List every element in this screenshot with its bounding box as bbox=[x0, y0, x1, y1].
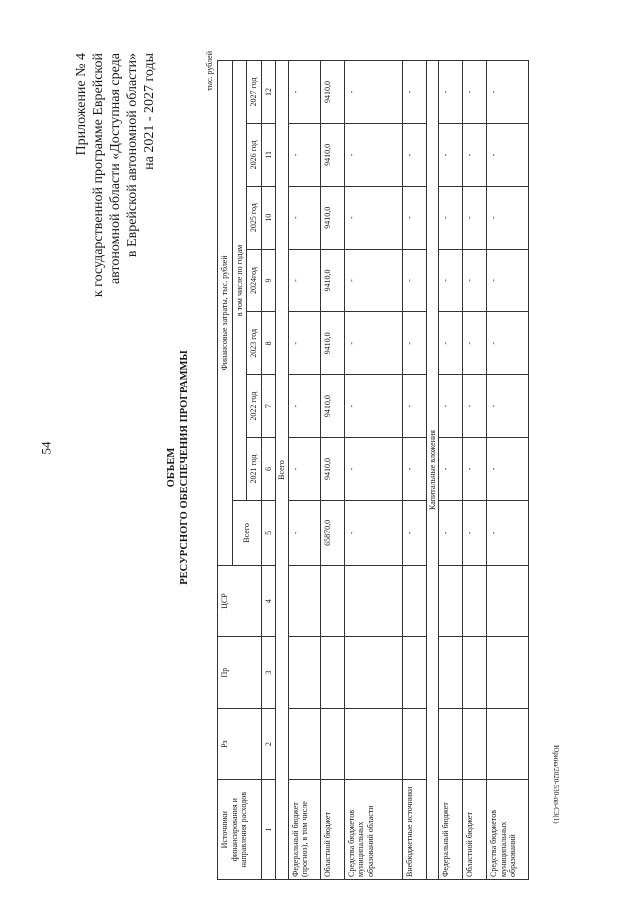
header-by-years: в том числе по годам bbox=[232, 61, 247, 501]
header-year: 2021 год bbox=[247, 438, 262, 501]
cell-value: - bbox=[439, 123, 463, 186]
cell-value: - bbox=[439, 186, 463, 249]
header-csr: ЦСР bbox=[218, 565, 262, 636]
section-title: Всего bbox=[276, 61, 289, 880]
cell-rz bbox=[344, 708, 402, 779]
col-number: 5 bbox=[261, 500, 276, 565]
header-year: 2022 год bbox=[247, 375, 262, 438]
cell-value: - bbox=[463, 375, 487, 438]
cell-csr bbox=[487, 565, 529, 636]
row-label: Федеральный бюджет (прогноз), в том числе bbox=[288, 780, 320, 880]
title-line: РЕСУРСНОГО ОБЕСПЕЧЕНИЯ ПРОГРАММЫ bbox=[179, 350, 190, 585]
cell-value: - bbox=[288, 312, 320, 375]
section-row bbox=[276, 61, 289, 880]
cell-rz bbox=[487, 708, 529, 779]
col-number: 6 bbox=[261, 438, 276, 501]
cell-rz bbox=[463, 708, 487, 779]
cell-value: - bbox=[344, 61, 402, 124]
cell-value: - bbox=[288, 123, 320, 186]
table-row bbox=[463, 61, 487, 880]
section-row bbox=[426, 61, 439, 880]
cell-value: - bbox=[487, 312, 529, 375]
cell-value: - bbox=[402, 249, 426, 312]
cell-value: - bbox=[402, 312, 426, 375]
cell-csr bbox=[402, 565, 426, 636]
cell-value: 9410,0 bbox=[320, 61, 344, 124]
cell-value: - bbox=[439, 500, 463, 565]
table-row bbox=[288, 61, 320, 880]
cell-value: - bbox=[344, 500, 402, 565]
appendix-line: к государственной программе Еврейской bbox=[91, 53, 106, 298]
cell-value: - bbox=[344, 375, 402, 438]
table-row bbox=[320, 61, 344, 880]
cell-csr bbox=[288, 565, 320, 636]
cell-value: - bbox=[487, 186, 529, 249]
cell-value: - bbox=[288, 249, 320, 312]
header-pr: Пр bbox=[218, 637, 262, 708]
cell-pr bbox=[439, 637, 463, 708]
header-year: 2023 год bbox=[247, 312, 262, 375]
document-code: Юрина/2020-530-пп-С3(1) bbox=[552, 745, 560, 824]
appendix-line: на 2021 - 2027 годы bbox=[142, 53, 157, 170]
cell-csr bbox=[320, 565, 344, 636]
cell-pr bbox=[344, 637, 402, 708]
cell-value: 9410,0 bbox=[320, 438, 344, 501]
cell-value: - bbox=[288, 438, 320, 501]
cell-pr bbox=[487, 637, 529, 708]
cell-value: - bbox=[439, 438, 463, 501]
cell-rz bbox=[402, 708, 426, 779]
cell-value: - bbox=[439, 61, 463, 124]
cell-value: - bbox=[487, 500, 529, 565]
header-fin: Финансовые затраты, тыс. рублей bbox=[218, 61, 233, 566]
appendix-line: автономной области «Доступная среда bbox=[108, 53, 123, 285]
header-year: 2026 год bbox=[247, 123, 262, 186]
header-total: Всего bbox=[232, 500, 261, 565]
cell-value: - bbox=[288, 500, 320, 565]
table-row bbox=[344, 61, 402, 880]
col-number: 9 bbox=[261, 249, 276, 312]
cell-value: 9410,0 bbox=[320, 186, 344, 249]
col-number: 1 bbox=[261, 780, 276, 880]
col-number: 12 bbox=[261, 61, 276, 124]
cell-csr bbox=[463, 565, 487, 636]
header-source: Источники финансирования и направления расходов bbox=[218, 780, 262, 880]
cell-value: - bbox=[288, 61, 320, 124]
cell-value: - bbox=[344, 186, 402, 249]
table-row bbox=[439, 61, 463, 880]
cell-value: - bbox=[402, 123, 426, 186]
header-year: 2024год bbox=[247, 249, 262, 312]
cell-value: - bbox=[487, 123, 529, 186]
col-number: 8 bbox=[261, 312, 276, 375]
cell-csr bbox=[344, 565, 402, 636]
row-label: Средства бюджетов муниципальных образований bbox=[487, 780, 529, 880]
col-number: 4 bbox=[261, 565, 276, 636]
cell-value: - bbox=[463, 186, 487, 249]
appendix-line: в Еврейской автономной области» bbox=[125, 53, 140, 258]
cell-value: 9410,0 bbox=[320, 123, 344, 186]
cell-value: - bbox=[439, 312, 463, 375]
cell-pr bbox=[320, 637, 344, 708]
rotated-sheet bbox=[45, 45, 517, 890]
col-number: 3 bbox=[261, 637, 276, 708]
cell-value: - bbox=[487, 375, 529, 438]
cell-value: - bbox=[402, 186, 426, 249]
header-year: 2025 год bbox=[247, 186, 262, 249]
cell-value: - bbox=[402, 438, 426, 501]
cell-value: - bbox=[487, 61, 529, 124]
cell-value: - bbox=[463, 61, 487, 124]
col-number: 7 bbox=[261, 375, 276, 438]
cell-value: - bbox=[463, 249, 487, 312]
cell-value: - bbox=[344, 438, 402, 501]
table-row bbox=[487, 61, 529, 880]
cell-value: - bbox=[487, 249, 529, 312]
resource-table bbox=[217, 60, 529, 880]
cell-value: - bbox=[344, 249, 402, 312]
cell-rz bbox=[439, 708, 463, 779]
cell-value: - bbox=[344, 312, 402, 375]
col-number: 10 bbox=[261, 186, 276, 249]
header-rz: Рз bbox=[218, 708, 262, 779]
unit-note: тыс. рублей bbox=[205, 51, 214, 91]
cell-value: - bbox=[402, 375, 426, 438]
cell-rz bbox=[320, 708, 344, 779]
cell-value: 9410,0 bbox=[320, 312, 344, 375]
cell-value: - bbox=[463, 123, 487, 186]
cell-value: 65870,0 bbox=[320, 500, 344, 565]
row-label: Средства бюджетов муниципальных образований области bbox=[344, 780, 402, 880]
cell-value: - bbox=[402, 61, 426, 124]
table-row bbox=[402, 61, 426, 880]
row-label: Внебюджетные источники bbox=[402, 780, 426, 880]
appendix-line: Приложение № 4 bbox=[74, 53, 89, 156]
section-title: Капитальные вложения bbox=[426, 61, 439, 880]
cell-value: 9410,0 bbox=[320, 375, 344, 438]
column-number-row bbox=[261, 61, 276, 880]
header-year: 2027 год bbox=[247, 61, 262, 124]
cell-value: - bbox=[288, 375, 320, 438]
cell-value: - bbox=[463, 312, 487, 375]
row-label: Федеральный бюджет bbox=[439, 780, 463, 880]
cell-pr bbox=[463, 637, 487, 708]
col-number: 11 bbox=[261, 123, 276, 186]
cell-value: - bbox=[402, 500, 426, 565]
document-title bbox=[165, 45, 191, 890]
title-line: ОБЪЕМ bbox=[166, 447, 177, 488]
cell-value: - bbox=[463, 500, 487, 565]
cell-value: - bbox=[487, 438, 529, 501]
row-label: Областной бюджет bbox=[320, 780, 344, 880]
page-number: 54 bbox=[38, 441, 54, 455]
cell-csr bbox=[439, 565, 463, 636]
cell-pr bbox=[402, 637, 426, 708]
cell-value: - bbox=[463, 438, 487, 501]
cell-value: - bbox=[439, 375, 463, 438]
cell-value: - bbox=[288, 186, 320, 249]
cell-value: - bbox=[439, 249, 463, 312]
row-label: Областной бюджет bbox=[463, 780, 487, 880]
cell-value: - bbox=[344, 123, 402, 186]
col-number: 2 bbox=[261, 708, 276, 779]
cell-value: 9410,0 bbox=[320, 249, 344, 312]
cell-pr bbox=[288, 637, 320, 708]
appendix-heading bbox=[73, 53, 158, 513]
cell-rz bbox=[288, 708, 320, 779]
